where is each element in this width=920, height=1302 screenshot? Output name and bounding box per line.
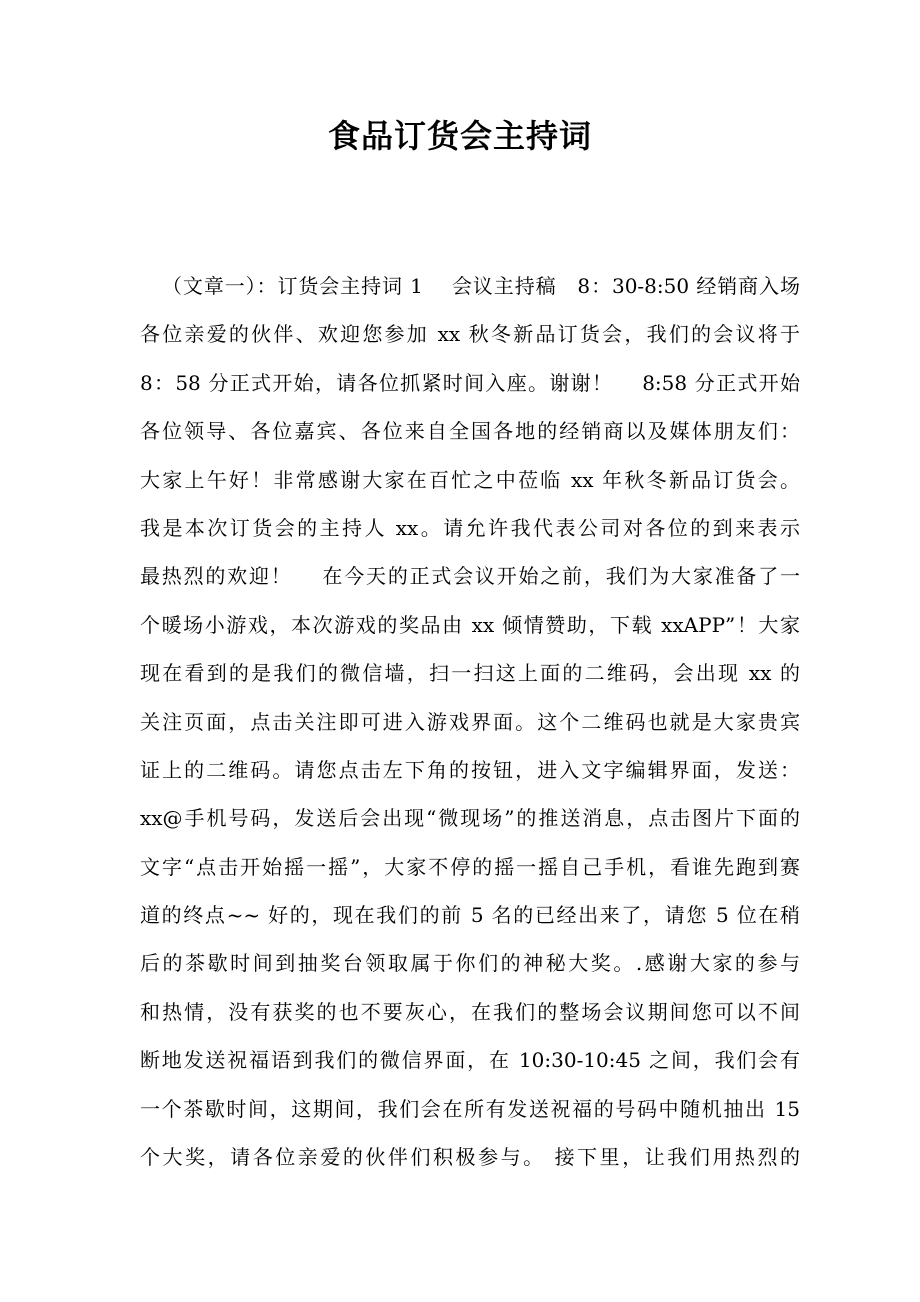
body-line-13: 文字“点击开始摇一摇”，大家不停的摇一摇自己手机，看谁先跑到赛 [140, 854, 800, 879]
body-line-8: 个暖场小游戏，本次游戏的奖品由 xx 倾情赞助，下载 xxAPP”！大家 [140, 612, 800, 637]
body-line-4: 各位领导、各位嘉宾、各位来自全国各地的经销商以及媒体朋友们： [140, 419, 800, 444]
body-line-2: 各位亲爱的伙伴、欢迎您参加 xx 秋冬新品订货会，我们的会议将于 [140, 322, 800, 347]
document-title: 食品订货会主持词 [327, 117, 592, 155]
body-line-17: 断地发送祝福语到我们的微信界面，在 10:30-10:45 之间，我们会有 [140, 1048, 800, 1073]
body-line-11: 证上的二维码。请您点击左下角的按钮，进入文字编辑界面，发送： [140, 757, 800, 782]
body-line-3: 8：58 分正式开始，请各位抓紧时间入座。谢谢！ 8:58 分正式开始 [140, 370, 800, 395]
body-line-7: 最热烈的欢迎！ 在今天的正式会议开始之前，我们为大家准备了一 [140, 564, 800, 589]
body-line-1: （文章一）：订货会主持词 1 会议主持稿 8：30-8:50 经销商入场 [162, 274, 800, 298]
body-line-5: 大家上午好！非常感谢大家在百忙之中莅临 xx 年秋冬新品订货会。 [140, 467, 800, 492]
document-body [140, 262, 800, 1181]
body-line-18: 一个茶歇时间，这期间，我们会在所有发送祝福的号码中随机抽出 15 [140, 1096, 800, 1121]
body-line-6: 我是本次订货会的主持人 xx。请允许我代表公司对各位的到来表示 [140, 515, 800, 540]
body-line-15: 后的茶歇时间到抽奖台领取属于你们的神秘大奖。.感谢大家的参与 [140, 951, 800, 976]
body-line-19: 个大奖，请各位亲爱的伙伴们积极参与。 接下里，让我们用热烈的 [140, 1145, 800, 1170]
body-line-14: 道的终点~~ 好的，现在我们的前 5 名的已经出来了，请您 5 位在稍 [140, 903, 800, 928]
body-line-9: 现在看到的是我们的微信墙，扫一扫这上面的二维码，会出现 xx 的 [140, 661, 800, 686]
body-line-10: 关注页面，点击关注即可进入游戏界面。这个二维码也就是大家贵宾 [140, 709, 800, 734]
body-line-16: 和热情，没有获奖的也不要灰心，在我们的整场会议期间您可以不间 [140, 999, 800, 1024]
body-line-12: xx@手机号码，发送后会出现“微现场”的推送消息，点击图片下面的 [140, 806, 800, 831]
